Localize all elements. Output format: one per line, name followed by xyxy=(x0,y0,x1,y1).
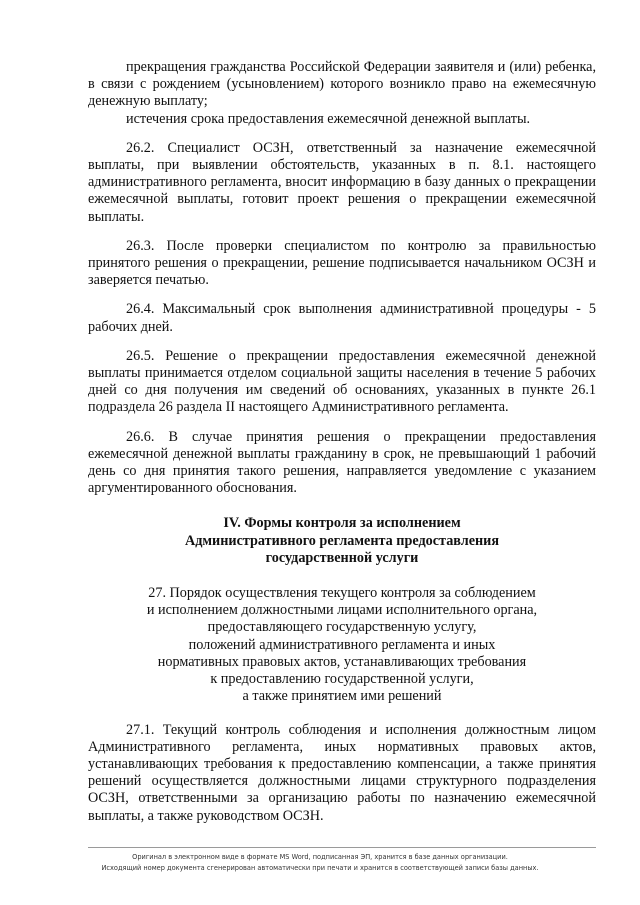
section-heading xyxy=(88,515,596,567)
footer-line-1: Оригинал в электронном виде в формате MS Word, подписанная ЭП, хранится в базе данных организации. xyxy=(132,853,508,861)
paragraph-27-1: 27.1. Текущий контроль соблюдения и исполнения должностным лицом Административного регламента, иных нормативных правовых актов, устанавливающих требования к предоставлению компенсации, а также принятия решений осуществляется должностными лицами структурного подразделения ОСЗН, ответственными за организацию работы по назначению ежемесячной выплаты, а также руководством ОСЗН. xyxy=(88,721,596,824)
title-line-7: а также принятием ими решений xyxy=(242,688,442,705)
paragraph-citizenship: прекращения гражданства Российской Федерации заявителя и (или) ребенка, в связи с рождением (усыновлением) которого возникло право на ежемесячную денежную выплату; xyxy=(88,59,596,110)
heading-line-3: государственной услуги xyxy=(265,549,419,566)
document-body xyxy=(88,59,596,825)
title-line-6: к предоставлению государственной услуги, xyxy=(210,671,474,688)
paragraph-26-5: 26.5. Решение о прекращении предоставления ежемесячной денежной выплаты принимается отделом социальной защиты населения в течение 5 рабочих дней со дня получения им сведений об основаниях, указанных в пункте 26.1 подраздела 26 раздела II настоящего Административного регламента. xyxy=(88,347,596,416)
heading-line-2: Административного регламента предоставления xyxy=(184,532,500,549)
title-line-2: и исполнением должностными лицами исполнительного органа, xyxy=(146,602,538,619)
paragraph-27-title xyxy=(88,585,596,705)
footer-divider xyxy=(88,847,596,848)
title-line-1: 27. Порядок осуществления текущего контроля за соблюдением xyxy=(148,585,536,602)
paragraph-26-2: 26.2. Специалист ОСЗН, ответственный за назначение ежемесячной выплаты, при выявлении обстоятельств, указанных в п. 8.1. настоящего административного регламента, вносит информацию в базу данных о прекращении ежемесячной выплаты, готовит проект решения о прекращении ежемесячной выплаты. xyxy=(88,139,596,225)
page-footer xyxy=(60,852,580,874)
title-line-4: положений административного регламента и иных xyxy=(188,636,496,653)
footer-line-2: Исходящий номер документа сгенерирован автоматически при печати и хранится в соответствующей записи базы данных. xyxy=(101,864,539,872)
heading-line-1: IV. Формы контроля за исполнением xyxy=(223,515,461,532)
paragraph-26-6: 26.6. В случае принятия решения о прекращении предоставления ежемесячной денежной выплаты гражданину в срок, не превышающий 1 рабочий день со дня принятия такого решения, направляется уведомление с указанием аргументированного обоснования. xyxy=(88,428,596,497)
title-line-3: предоставляющего государственную услугу, xyxy=(207,619,477,636)
paragraph-26-3: 26.3. После проверки специалистом по контролю за правильностью принятого решения о прекращении, решение подписывается начальником ОСЗН и заверяется печатью. xyxy=(88,237,596,289)
paragraph-26-4: 26.4. Максимальный срок выполнения административной процедуры - 5 рабочих дней. xyxy=(88,301,596,335)
title-line-5: нормативных правовых актов, устанавливающих требования xyxy=(157,653,527,670)
paragraph-term-expiry: истечения срока предоставления ежемесячной денежной выплаты. xyxy=(126,110,531,127)
